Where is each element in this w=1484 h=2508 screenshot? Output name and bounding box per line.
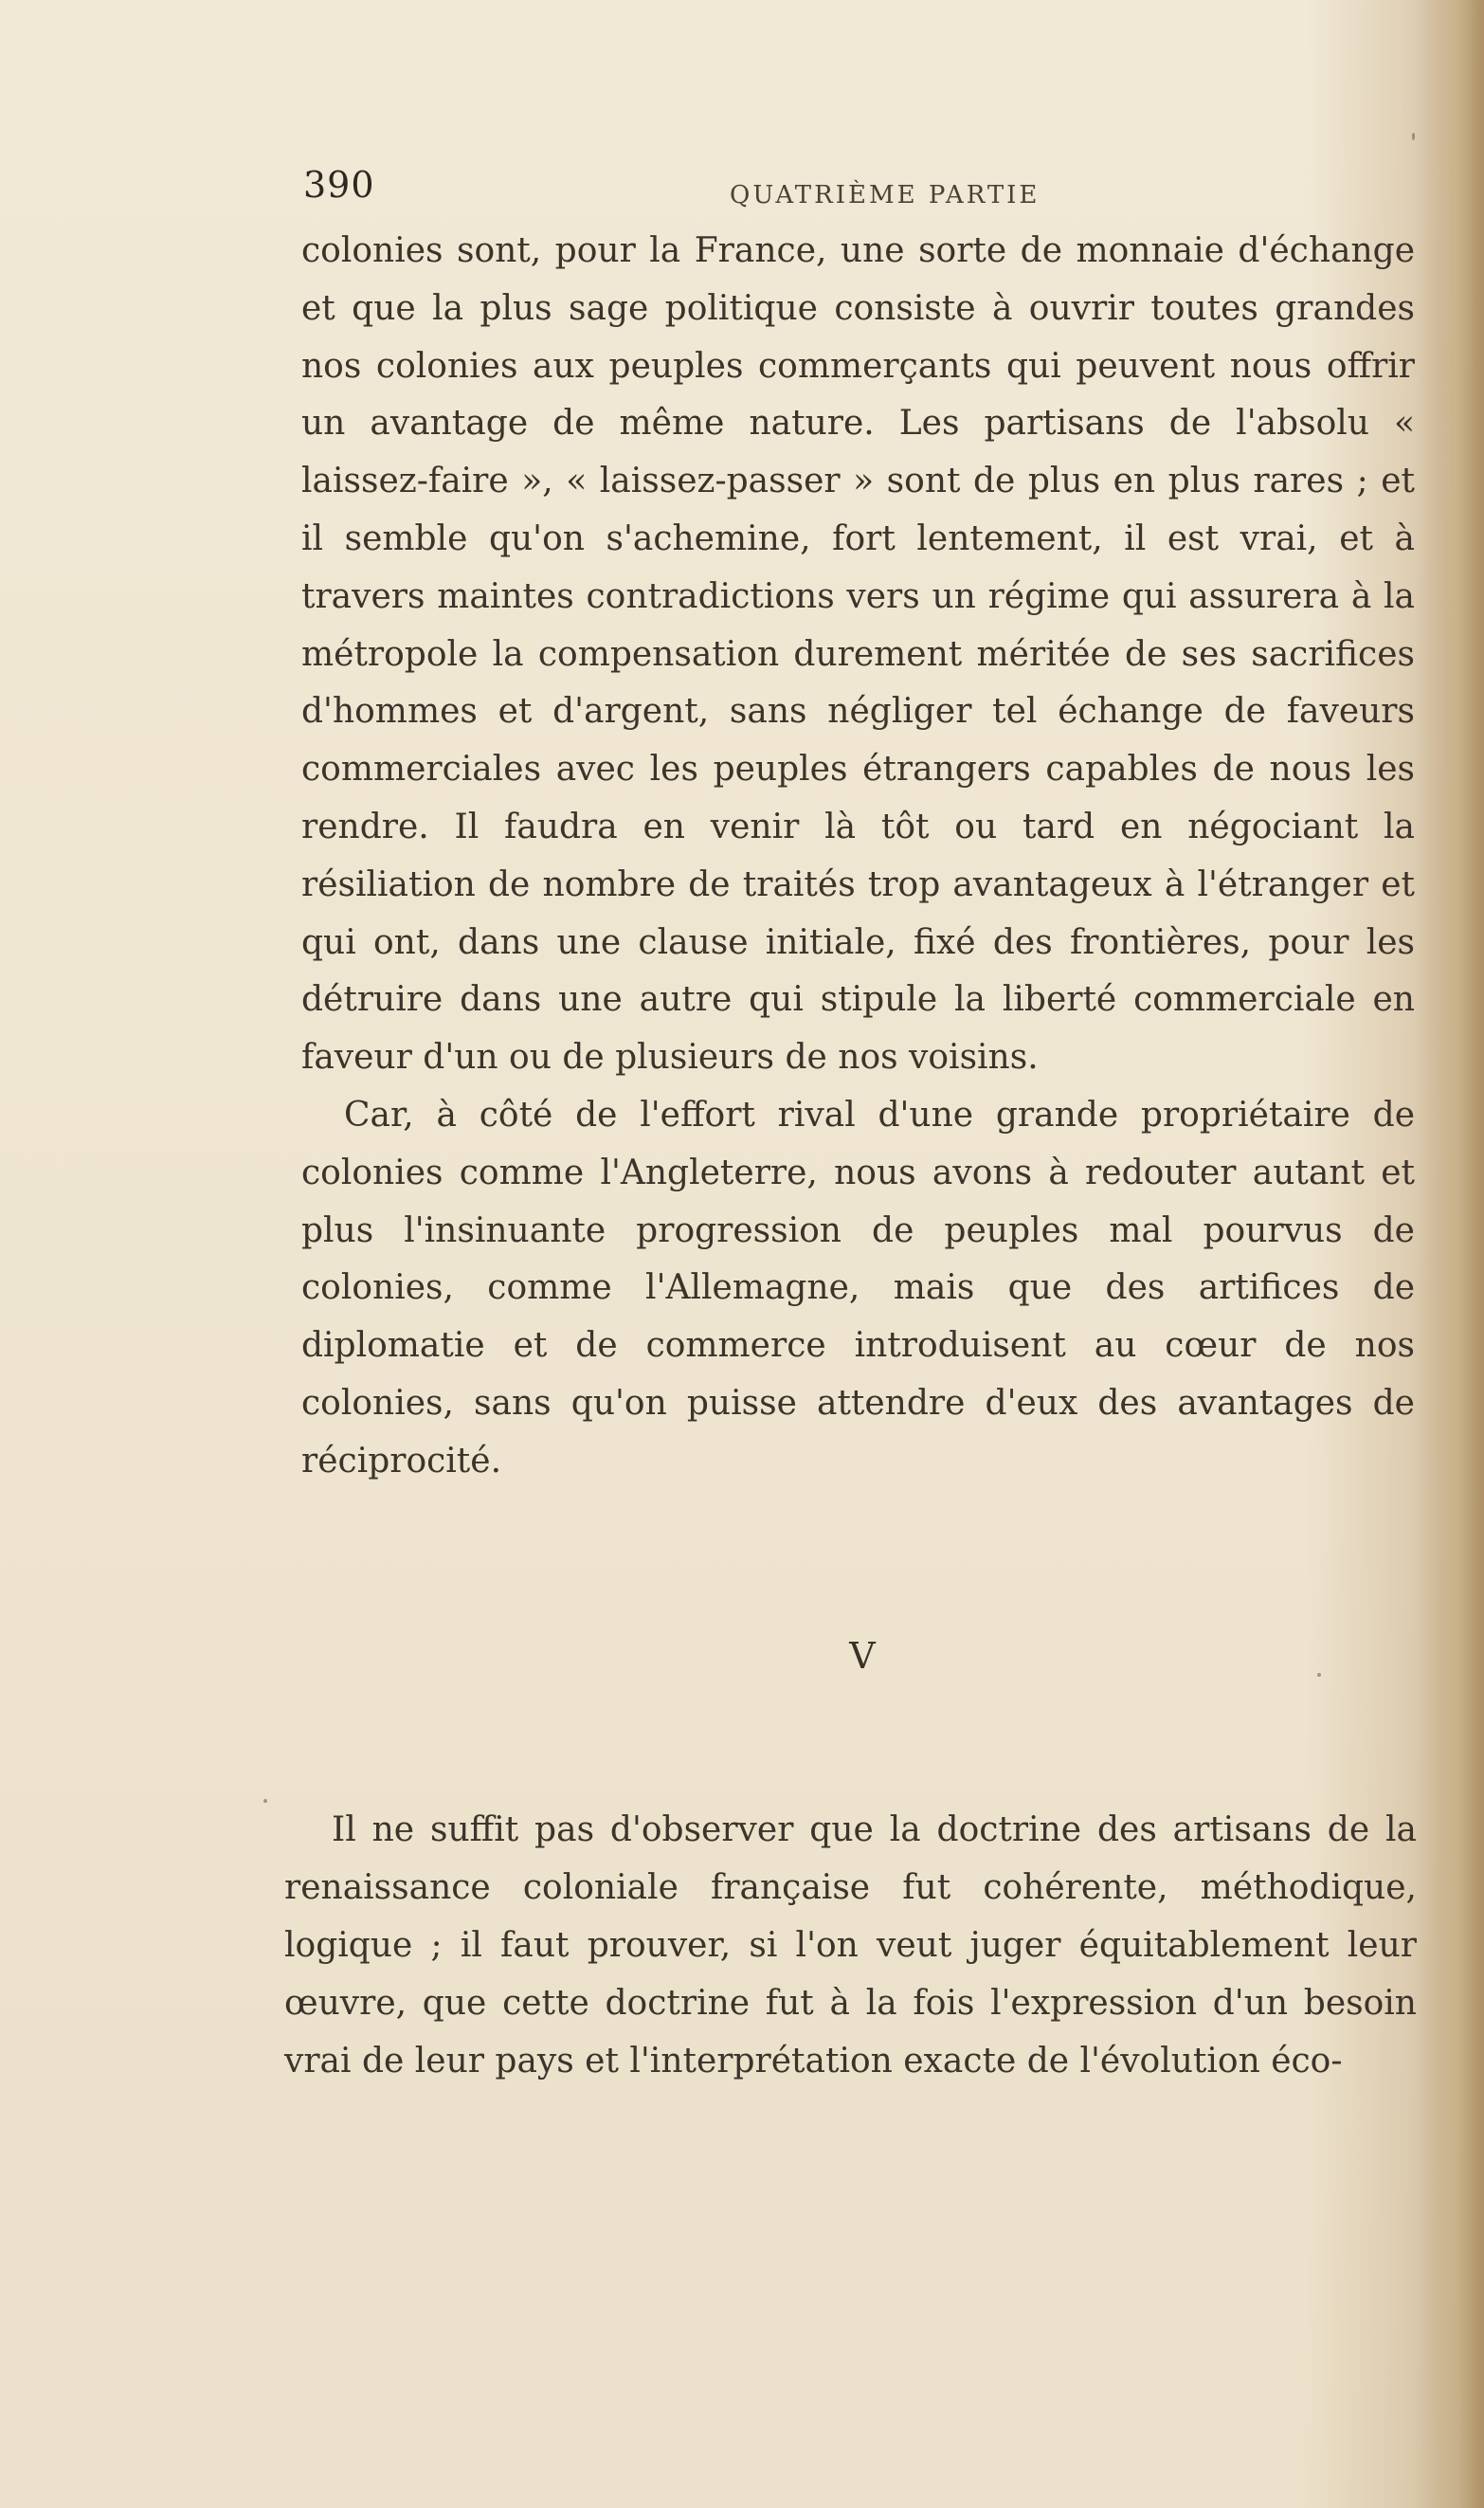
paper-speck [1317,1673,1321,1677]
paragraph: Il ne suffit pas d'observer que la doctrine des artisans de la renaissance coloniale française fut cohérente, méthodique, logique ; il faut prouver, si l'on veut juger équitablement leur œuvre, que cette doctrine fut à la fois l'expression d'un besoin vrai de leur pays et l'interprétation exacte de l'évolution éco- [284,1810,1417,2081]
section-heading: V [849,1635,876,1677]
paragraph: colonies sont, pour la France, une sorte de monnaie d'échange et que la plus sage politique consiste à ouvrir toutes grandes nos colonies aux peuples commerçants qui peuvent nous offrir un avantage de même nature. Les partisans de l'absolu « laissez-faire », « laissez-passer » sont de plus en plus rares ; et il semble qu'on s'achemine, fort lentement, il est vrai, et à travers maintes contradictions vers un régime qui assurera à la métropole la compensation durement méritée de ses sacrifices d'hommes et d'argent, sans négliger tel échange de faveurs commerciales avec les peuples étrangers capables de nous les rendre. Il faudra en venir là tôt ou tard en négociant la résiliation de nombre de traités trop avantageux à l'étranger et qui ont, dans une clause initiale, fixé des frontières, pour les détruire dans une autre qui stipule la liberté commerciale en faveur d'un ou de plusieurs de nos voisins. [301,231,1415,1078]
running-head: QUATRIÈME PARTIE [730,181,1041,209]
page-header [303,156,1421,213]
section-text [284,1801,1417,2090]
paper-speck [263,1799,267,1803]
paragraph: Car, à côté de l'effort rival d'une grande propriétaire de colonies comme l'Angleterre, nous avons à redouter autant et plus l'insinuante progression de peuples mal pourvus de colonies, comme l'Allemagne, mais que des artifices de diplomatie et de commerce introduisent au cœur de nos colonies, sans qu'on puisse attendre d'eux des avantages de réciprocité. [301,1095,1415,1481]
page-spine-shadow [1418,0,1484,2508]
page-number: 390 [303,164,375,206]
main-text [301,223,1415,1491]
paper-speck [1412,133,1415,140]
